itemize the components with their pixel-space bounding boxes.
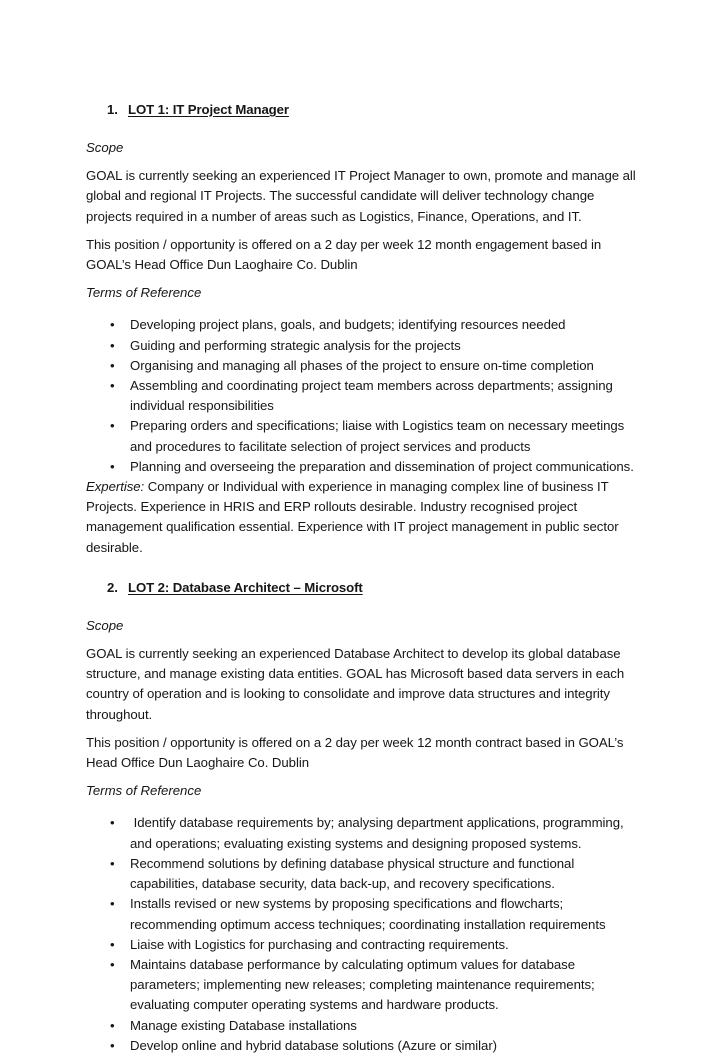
document-body [86,100,638,1056]
list-item [86,336,638,356]
bullet-icon: • [110,357,115,373]
list-item-text: Preparing orders and specifications; liaise with Logistics team on necessary meetings and procedures to facilitate selection of project services and products [130,418,628,454]
list-item-text: Maintains database performance by calculating optimum values for database parameters; implementing new releases; completing maintenance requirements; evaluating computer operating systems and hardware products. [130,956,599,1013]
list-item-text: Guiding and performing strategic analysis for the projects [130,337,461,353]
lot-2-scope-paragraph-2: This position / opportunity is offered on a 2 day per week 12 month contract based in GOAL’s Head Office Dun Laoghaire Co. Dublin [86,734,624,771]
list-item [86,935,638,955]
bullet-icon: • [110,896,115,912]
list-item-text: Develop online and hybrid database solutions (Azure or similar) [130,1037,498,1053]
bullet-icon: • [110,1037,115,1053]
list-item [86,457,638,477]
list-item [86,854,638,894]
lot-1-scope-label: Scope [86,140,124,155]
bullet-icon: • [110,936,115,952]
lot-2-heading [86,578,638,598]
lot-1-scope-paragraph-1: GOAL is currently seeking an experienced IT Project Manager to own, promote and manage all global and regional IT Projects. The successful candidate will deliver technology change projects required in a number of areas such as Logistics, Finance, Operations, and IT. [86,168,636,224]
lot-2-number: 2. [107,579,118,595]
bullet-icon: • [110,1017,115,1033]
lot-1-terms-list [86,315,638,477]
list-item-text: Organising and managing all phases of the project to ensure on-time completion [130,357,594,373]
lot-1-heading [86,100,638,120]
list-item-text: Recommend solutions by defining database physical structure and functional capabilities, database security, data back-up, and recovery specifications. [130,855,578,892]
lot-2-scope-paragraph-1: GOAL is currently seeking an experienced Database Architect to develop its global database structure, and manage existing data entities. GOAL has Microsoft based data servers in each country of operation and is looking to consolidate and improve data structures and integrity throughout. [86,646,625,722]
bullet-icon: • [110,337,115,353]
lot-1-title: LOT 1: IT Project Manager [128,102,289,117]
list-item [86,894,638,934]
list-item-text: Planning and overseeing the preparation and dissemination of project communications. [130,458,634,474]
list-item-text: Assembling and coordinating project team members across departments; assigning individual responsibilities [130,378,617,414]
list-item [86,955,638,1016]
bullet-icon: • [110,855,115,871]
list-item [86,315,638,335]
lot-2-scope-label: Scope [86,617,124,633]
list-item [86,813,638,853]
lot-2-title: LOT 2: Database Architect – Microsoft [128,579,363,595]
lot-1-scope-paragraph-2: This position / opportunity is offered on a 2 day per week 12 month engagement based in GOAL’s Head Office Dun Laoghaire Co. Dublin [86,236,602,273]
list-item [86,356,638,376]
list-item-text: Identify database requirements by; analysing department applications, programming, and operations; evaluating existing systems and designing proposed systems. [130,815,628,851]
bullet-icon: • [110,815,115,831]
list-item-text: Installs revised or new systems by proposing specifications and flowcharts; recommending optimum access techniques; coordinating installation requirements [130,896,606,932]
bullet-icon: • [110,418,115,434]
list-item-text: Liaise with Logistics for purchasing and contracting requirements. [130,936,509,952]
list-item [86,376,638,416]
lot-1-number: 1. [107,102,118,117]
list-item [86,1036,638,1056]
section-lot-2 [86,578,638,1056]
lot-1-terms-label: Terms of Reference [86,285,202,301]
lot-2-terms-label: Terms of Reference [86,783,202,799]
bullet-icon: • [110,458,115,474]
list-item-text: Developing project plans, goals, and budgets; identifying resources needed [130,317,566,333]
section-lot-1 [86,100,638,558]
lot-1-expertise-paragraph [86,477,638,558]
lot-1-expertise-label: Expertise: [86,479,145,495]
list-item [86,1016,638,1036]
list-item [86,416,638,456]
bullet-icon: • [110,317,115,333]
lot-1-expertise-text: Company or Individual with experience in managing complex line of business IT Projects. Experience in HRIS and ERP rollouts desirable. Industry recognised project management qualification essential. Experience with IT project management in public sector desirable. [86,479,619,555]
bullet-icon: • [110,378,115,394]
list-item-text: Manage existing Database installations [130,1017,357,1033]
bullet-icon: • [110,956,115,972]
lot-2-terms-list [86,813,638,1055]
